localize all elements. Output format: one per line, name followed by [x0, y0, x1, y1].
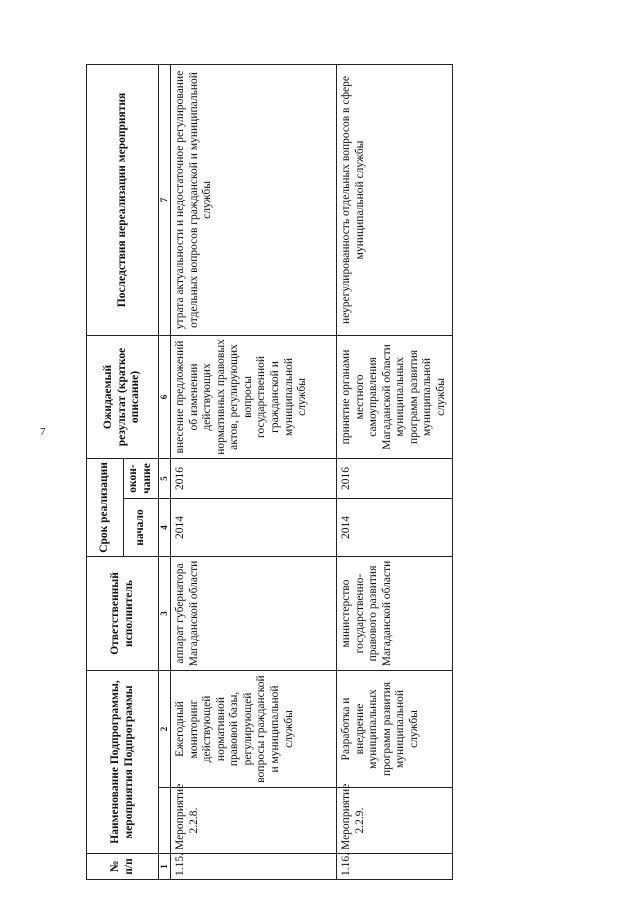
- col-number: 3: [159, 556, 171, 670]
- col-number: 6: [159, 335, 171, 458]
- header-result: Ожидаемый результат (краткое описание): [87, 335, 159, 458]
- row-consequences: неурегулированность отдельных вопросов в сфере муниципальной службы: [337, 64, 453, 335]
- col-number: 4: [159, 498, 171, 556]
- table-row: [171, 64, 337, 879]
- column-numbers-row: [159, 64, 171, 879]
- row-executor: министерство государственно-правового развития Магаданской области: [337, 556, 453, 670]
- row-event: Мероприятие 2.2.8.: [171, 788, 337, 854]
- header-name: Наименование Подпрограммы, мероприятия Подпрограммы: [87, 670, 159, 853]
- row-result: внесение предложений об изменении действующих нормативных правовых актов, регулирующих вопросы государственной гражданской и муниципальной службы: [171, 335, 337, 458]
- row-result: принятие органами местного самоуправления Магаданской области муниципальных программ развития муниципальной службы: [337, 335, 453, 458]
- row-consequences: утрата актуальности и недостаточное регулирование отдельных вопросов гражданской и муниципальной службы: [171, 64, 337, 335]
- col-number-blank: [159, 788, 171, 854]
- header-term: Срок реализации: [87, 458, 124, 556]
- col-number: 2: [159, 670, 171, 787]
- col-number: 5: [159, 458, 171, 498]
- row-start: 2014: [171, 498, 337, 556]
- table-row: [337, 64, 453, 879]
- row-executor: аппарат губернатора Магаданской области: [171, 556, 337, 670]
- row-event: Мероприятие 2.2.9.: [337, 788, 453, 854]
- row-start: 2014: [337, 498, 453, 556]
- col-number: 7: [159, 64, 171, 335]
- row-name: Разработка и внедрение муниципальных программ развития муниципальной службы: [337, 670, 453, 787]
- header-row: [87, 64, 124, 879]
- rotated-page: [86, 65, 447, 880]
- header-consequences: Последствия нереализации мероприятия: [87, 64, 159, 335]
- col-number: 1: [159, 854, 171, 880]
- row-num: 1.15.: [171, 854, 337, 880]
- row-name: Ежегодный мониторинг действующей нормативной правовой базы, регулирующей вопросы гражданской и муниципальной службы: [171, 670, 337, 787]
- header-executor: Ответственный исполнитель: [87, 556, 159, 670]
- row-end: 2016: [171, 458, 337, 498]
- header-term-start: начало: [124, 498, 159, 556]
- row-end: 2016: [337, 458, 453, 498]
- page-number: 7: [40, 426, 46, 438]
- program-table: [86, 64, 453, 880]
- header-term-end: окон-чание: [124, 458, 159, 498]
- row-num: 1.16.: [337, 854, 453, 880]
- header-num: № п/п: [87, 854, 159, 880]
